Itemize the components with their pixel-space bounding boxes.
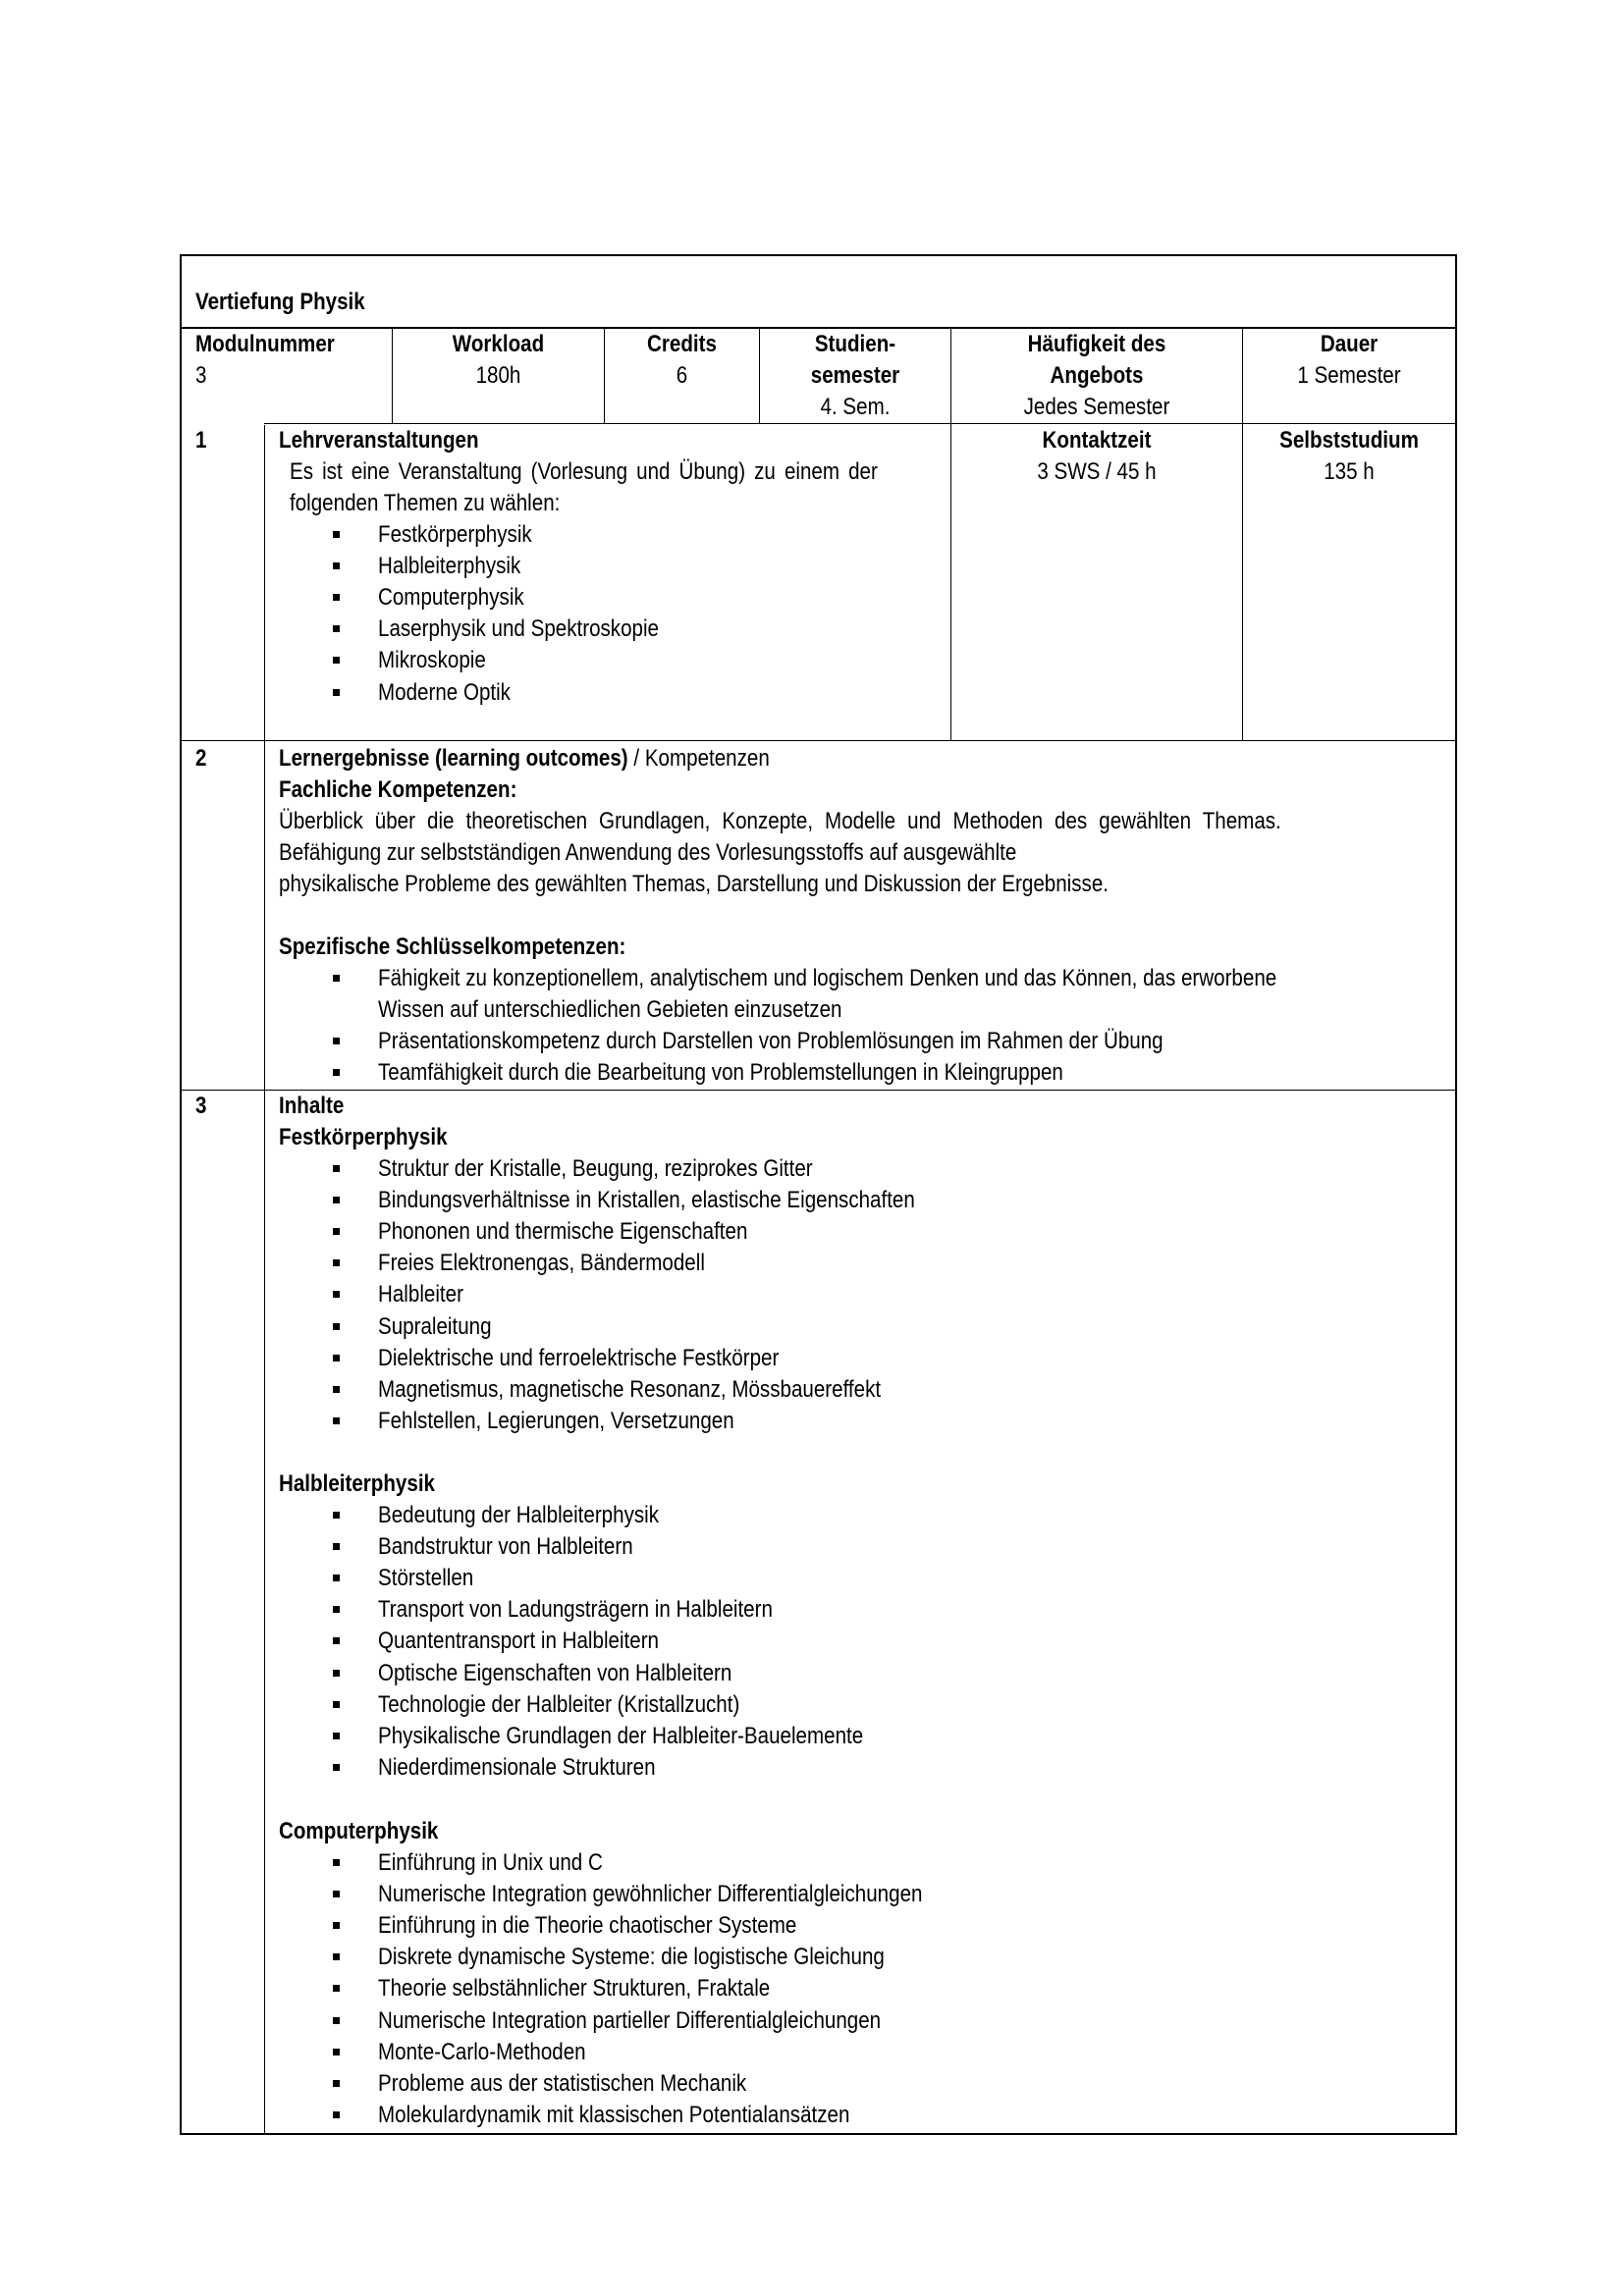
schluessel-item: Präsentationskompetenz durch Darstellen von Problemlösungen im Rahmen der Übung bbox=[378, 1028, 1164, 1054]
workload-value: 180h bbox=[475, 362, 521, 389]
list-item: Phononen und thermische Eigenschaften bbox=[378, 1218, 748, 1246]
bullet-icon bbox=[333, 1637, 340, 1644]
bullet-icon bbox=[333, 2080, 340, 2087]
list-item: Dielektrische und ferroelektrische Festkörper bbox=[378, 1344, 780, 1371]
schluessel-item-continued: Wissen auf unterschiedlichen Gebieten einzusetzen bbox=[378, 996, 842, 1023]
section-1-divider bbox=[180, 740, 1457, 741]
bullet-icon bbox=[333, 1859, 340, 1866]
list-item: Mikroskopie bbox=[378, 647, 486, 674]
list-item: Transport von Ladungsträgern in Halbleitern bbox=[378, 1596, 773, 1624]
computerphysik-heading: Computerphysik bbox=[279, 1818, 439, 1844]
bullet-icon bbox=[333, 1386, 340, 1393]
bullet-icon bbox=[333, 594, 340, 601]
schluessel-item: Teamfähigkeit durch die Bearbeitung von Problemstellungen in Kleingruppen bbox=[378, 1059, 1063, 1086]
section-1-intro-1: Es ist eine Veranstaltung (Vorlesung und Übung) zu einem der bbox=[290, 458, 878, 485]
list-item: Magnetismus, magnetische Resonanz, Mössbauereffekt bbox=[378, 1375, 882, 1403]
section-3-heading: Inhalte bbox=[279, 1093, 345, 1119]
list-item: Optische Eigenschaften von Halbleitern bbox=[378, 1659, 732, 1686]
list-item: Technologie der Halbleiter (Kristallzucht) bbox=[378, 1690, 740, 1718]
list-item: Laserphysik und Spektroskopie bbox=[378, 615, 660, 643]
bullet-icon bbox=[333, 1228, 340, 1235]
bullet-icon bbox=[333, 1197, 340, 1203]
bullet-icon bbox=[333, 1417, 340, 1424]
bullet-icon bbox=[333, 1670, 340, 1677]
kontaktzeit-cell bbox=[951, 425, 1242, 488]
list-item: Niederdimensionale Strukturen bbox=[378, 1753, 656, 1781]
haeufigkeit-label-1: Häufigkeit des bbox=[1027, 331, 1166, 357]
header-row-divider bbox=[264, 423, 1457, 424]
dauer-value: 1 Semester bbox=[1297, 362, 1401, 389]
credits-value: 6 bbox=[676, 362, 688, 389]
bullet-icon bbox=[333, 1512, 340, 1519]
kontaktzeit-value: 3 SWS / 45 h bbox=[1037, 458, 1157, 485]
list-item: Bandstruktur von Halbleitern bbox=[378, 1533, 633, 1561]
module-title: Vertiefung Physik bbox=[195, 289, 365, 315]
dauer-cell bbox=[1243, 329, 1455, 423]
bullet-icon bbox=[333, 2017, 340, 2024]
bullet-icon bbox=[333, 975, 340, 982]
list-item: Einführung in Unix und C bbox=[378, 1849, 603, 1876]
list-item: Halbleiterphysik bbox=[378, 553, 521, 580]
selbststudium-cell bbox=[1243, 425, 1455, 488]
section-2-divider bbox=[180, 1090, 1457, 1091]
bullet-icon bbox=[333, 1069, 340, 1076]
bullet-icon bbox=[333, 689, 340, 696]
dauer-label: Dauer bbox=[1320, 331, 1379, 357]
credits-cell bbox=[605, 329, 759, 423]
list-item: Bindungsverhältnisse in Kristallen, elastische Eigenschaften bbox=[378, 1187, 915, 1214]
bullet-icon bbox=[333, 625, 340, 632]
section-2-number: 2 bbox=[195, 745, 207, 772]
fachliche-kompetenzen-line-1: Überblick über die theoretischen Grundlagen, Konzepte, Modelle und Methoden des gewählten Themas. bbox=[279, 808, 1281, 834]
workload-cell bbox=[393, 329, 604, 423]
list-item: Probleme aus der statistischen Mechanik bbox=[378, 2069, 747, 2097]
kontaktzeit-label: Kontaktzeit bbox=[1042, 427, 1152, 454]
table-border-left bbox=[180, 254, 182, 2135]
list-item: Moderne Optik bbox=[378, 678, 511, 706]
bullet-icon bbox=[333, 2111, 340, 2118]
list-item: Computerphysik bbox=[378, 584, 524, 612]
bullet-icon bbox=[333, 1165, 340, 1172]
section-2-heading bbox=[279, 743, 770, 774]
credits-label: Credits bbox=[647, 331, 717, 357]
list-item: Diskrete dynamische Systeme: die logistische Gleichung bbox=[378, 1944, 885, 1971]
selbststudium-label: Selbststudium bbox=[1279, 427, 1419, 454]
bullet-icon bbox=[333, 562, 340, 569]
list-item: Quantentransport in Halbleitern bbox=[378, 1628, 660, 1655]
section-2-heading-rest: / Kompetenzen bbox=[627, 745, 770, 772]
bullet-icon bbox=[333, 1291, 340, 1298]
bullet-icon bbox=[333, 1323, 340, 1330]
schluessel-item: Fähigkeit zu konzeptionellem, analytischem und logischem Denken und das Können, das erworbene bbox=[378, 965, 1277, 991]
haeufigkeit-label-2: Angebots bbox=[1050, 362, 1144, 389]
section-1-number: 1 bbox=[195, 427, 207, 454]
studiensemester-cell bbox=[760, 329, 950, 423]
schluesselkompetenzen-heading: Spezifische Schlüsselkompetenzen: bbox=[279, 934, 626, 960]
fachliche-kompetenzen-line-2: Befähigung zur selbstständigen Anwendung des Vorlesungsstoffs auf ausgewählte bbox=[279, 839, 1017, 866]
bullet-icon bbox=[333, 1891, 340, 1897]
bullet-icon bbox=[333, 1953, 340, 1960]
studiensemester-value: 4. Sem. bbox=[820, 394, 891, 420]
list-item: Numerische Integration partieller Differentialgleichungen bbox=[378, 2006, 882, 2034]
table-border-right bbox=[1455, 254, 1457, 2135]
bullet-icon bbox=[333, 1922, 340, 1929]
list-item: Struktur der Kristalle, Beugung, reziprokes Gitter bbox=[378, 1155, 813, 1182]
bullet-icon bbox=[333, 1038, 340, 1044]
list-item: Einführung in die Theorie chaotischer Systeme bbox=[378, 1912, 797, 1940]
bullet-icon bbox=[333, 1575, 340, 1581]
studiensemester-label-2: semester bbox=[810, 362, 900, 389]
bullet-icon bbox=[333, 1733, 340, 1739]
bullet-icon bbox=[333, 2049, 340, 2056]
section-1-heading: Lehrveranstaltungen bbox=[279, 427, 479, 454]
festkoerperphysik-heading: Festkörperphysik bbox=[279, 1124, 448, 1150]
list-item: Bedeutung der Halbleiterphysik bbox=[378, 1502, 660, 1528]
section-3-number: 3 bbox=[195, 1093, 207, 1119]
list-item: Fehlstellen, Legierungen, Versetzungen bbox=[378, 1407, 734, 1434]
bullet-icon bbox=[333, 1606, 340, 1613]
list-item: Physikalische Grundlagen der Halbleiter-Bauelemente bbox=[378, 1722, 864, 1749]
bullet-icon bbox=[333, 1701, 340, 1708]
number-column-divider bbox=[264, 425, 265, 2134]
list-item: Molekulardynamik mit klassischen Potentialansätzen bbox=[378, 2101, 850, 2128]
bullet-icon bbox=[333, 1543, 340, 1550]
bullet-icon bbox=[333, 1355, 340, 1362]
workload-label: Workload bbox=[452, 331, 545, 357]
fachliche-kompetenzen-line-3: physikalische Probleme des gewählten Themas, Darstellung und Diskussion der Ergebnisse. bbox=[279, 871, 1109, 897]
bullet-icon bbox=[333, 1764, 340, 1771]
list-item: Monte-Carlo-Methoden bbox=[378, 2038, 586, 2065]
table-border-bottom bbox=[180, 2133, 1457, 2135]
list-item: Festkörperphysik bbox=[378, 521, 532, 548]
list-item: Freies Elektronengas, Bändermodell bbox=[378, 1250, 705, 1277]
bullet-icon bbox=[333, 657, 340, 664]
modulnummer-value: 3 bbox=[195, 362, 207, 389]
haeufigkeit-value: Jedes Semester bbox=[1023, 394, 1170, 420]
modulnummer-label: Modulnummer bbox=[195, 331, 335, 357]
bullet-icon bbox=[333, 531, 340, 538]
list-item: Supraleitung bbox=[378, 1312, 492, 1340]
list-item: Numerische Integration gewöhnlicher Differentialgleichungen bbox=[378, 1881, 923, 1908]
fachliche-kompetenzen-heading: Fachliche Kompetenzen: bbox=[279, 776, 517, 803]
selbststudium-value: 135 h bbox=[1324, 458, 1375, 485]
halbleiterphysik-heading: Halbleiterphysik bbox=[279, 1470, 435, 1497]
section-2-heading-bold: Lernergebnisse (learning outcomes) bbox=[279, 745, 628, 772]
list-item: Störstellen bbox=[378, 1565, 474, 1592]
table-border-top bbox=[180, 254, 1457, 256]
list-item: Halbleiter bbox=[378, 1281, 463, 1308]
bullet-icon bbox=[333, 1259, 340, 1266]
studiensemester-label-1: Studien- bbox=[814, 331, 896, 357]
section-1-intro-2: folgenden Themen zu wählen: bbox=[290, 490, 561, 516]
list-item: Theorie selbstähnlicher Strukturen, Fraktale bbox=[378, 1975, 771, 2002]
haeufigkeit-cell bbox=[951, 329, 1242, 423]
bullet-icon bbox=[333, 1985, 340, 1992]
